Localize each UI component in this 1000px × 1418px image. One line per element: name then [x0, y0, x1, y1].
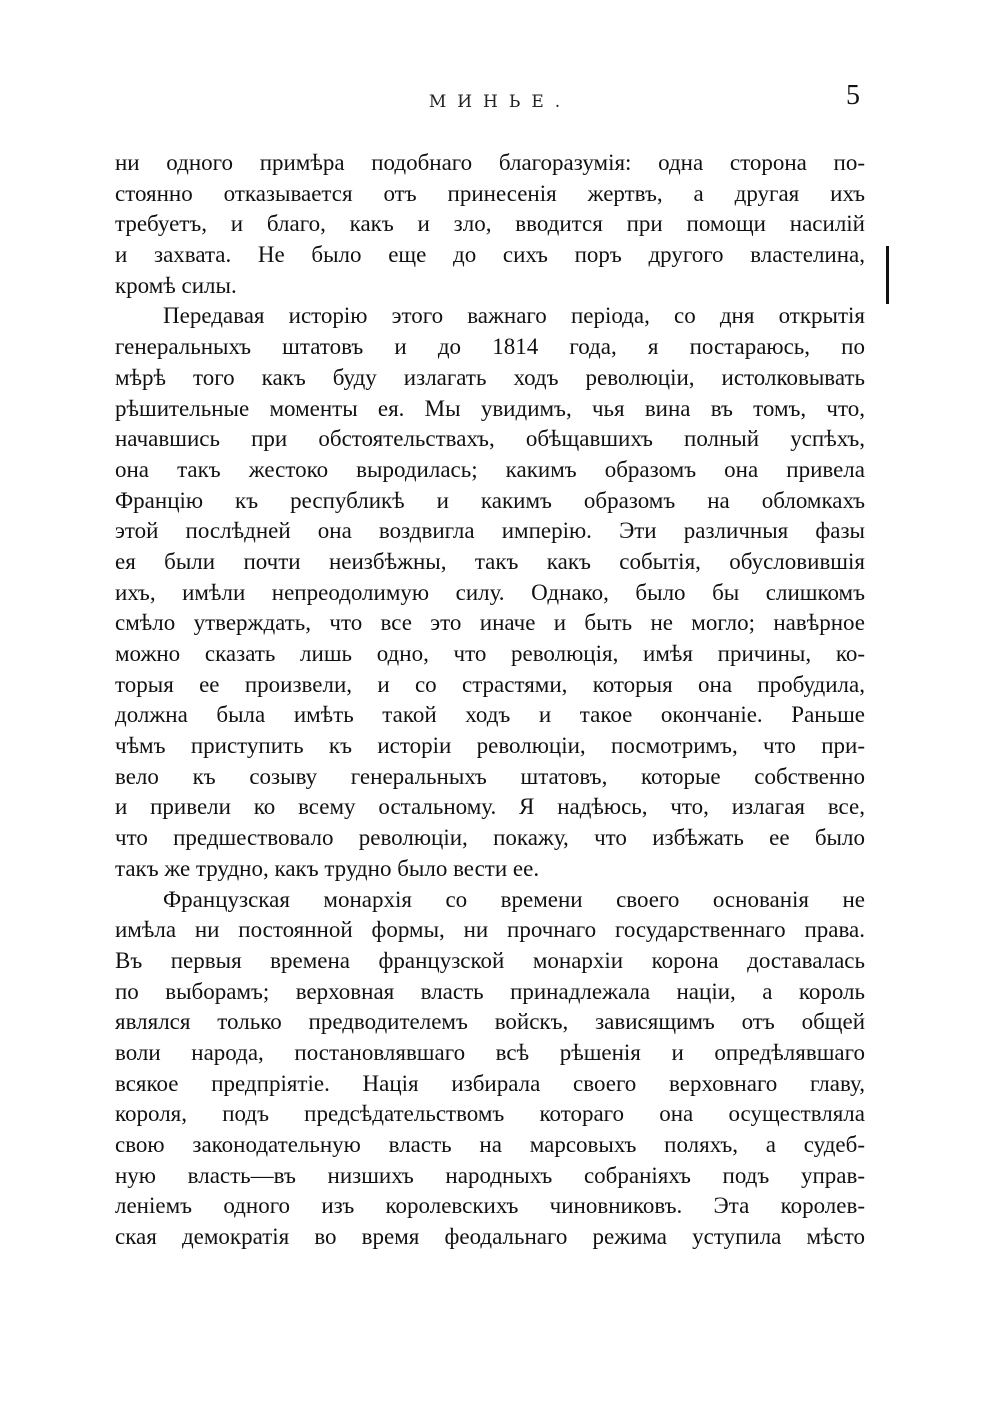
text-line: ни одного примѣра подобнаго благоразумія: одна сторона по-: [115, 150, 865, 175]
page-number: 5: [846, 80, 860, 111]
text-line: и захвата. Не было еще до сихъ поръ другого властелина,: [115, 242, 865, 268]
text-line: она такъ жестоко выродилась; какимъ образомъ она привела: [115, 456, 865, 482]
text-line: кромѣ силы.: [115, 272, 237, 298]
text-line: имѣла ни постоянной формы, ни прочнаго государственнаго права.: [115, 917, 865, 943]
text-line: Францію къ республикѣ и какимъ образомъ на обломкахъ: [115, 487, 865, 513]
text-line: должна была имѣть такой ходъ и такое окончаніе. Раньше: [115, 702, 865, 728]
text-line: Передавая исторію этого важнаго періода, со дня открытія: [163, 303, 865, 329]
text-line: генеральныхъ штатовъ и до 1814 года, я постараюсь, по: [115, 334, 865, 360]
text-line: являлся только предводителемъ войскъ, зависящимъ отъ общей: [115, 1009, 865, 1035]
text-line: начавшись при обстоятельствахъ, обѣщавшихъ полный успѣхъ,: [115, 426, 865, 452]
body-text: [115, 148, 865, 1253]
text-line: короля, подъ предсѣдательствомъ котораго она осуществляла: [115, 1101, 865, 1127]
text-line: что предшествовало революціи, покажу, что избѣжать ее было: [115, 825, 865, 851]
text-line: ную власть—въ низшихъ народныхъ собраніяхъ подъ управ-: [115, 1162, 865, 1188]
text-line: воли народа, постановлявшаго всѣ рѣшенія и опредѣлявшаго: [115, 1039, 865, 1065]
running-title: МИНЬЕ.: [428, 92, 572, 112]
text-line: Въ первыя времена французской монархіи корона доставалась: [115, 947, 865, 973]
margin-mark: [886, 246, 889, 304]
text-line: мѣрѣ того какъ буду излагать ходъ революціи, истолковывать: [115, 364, 865, 390]
text-line: рѣшительные моменты ея. Мы увидимъ, чья вина въ томъ, что,: [115, 395, 865, 421]
text-line: и привели ко всему остальному. Я надѣюсь, что, излагая все,: [115, 794, 865, 820]
text-line: этой послѣдней она воздвигла имперію. Эти различныя фазы: [115, 518, 865, 544]
text-line: по выборамъ; верховная власть принадлежала націи, а король: [115, 978, 865, 1004]
text-line: требуетъ, и благо, какъ и зло, вводится при помощи насилій: [115, 211, 865, 237]
text-line: ея были почти неизбѣжны, такъ какъ событія, обусловившія: [115, 548, 865, 574]
text-line: всякое предпріятіе. Нація избирала своего верховнаго главу,: [115, 1070, 865, 1096]
text-line: ская демократія во время феодальнаго режима уступила мѣсто: [115, 1224, 865, 1250]
text-line: вело къ созыву генеральныхъ штатовъ, которые собственно: [115, 763, 865, 789]
text-line: такъ же трудно, какъ трудно было вести ее.: [115, 855, 540, 881]
text-line: леніемъ одного изъ королевскихъ чиновниковъ. Эта королев-: [115, 1193, 865, 1219]
text-line: свою законодательную власть на марсовыхъ поляхъ, а судеб-: [115, 1132, 865, 1157]
text-line: чѣмъ приступить къ исторіи революціи, посмотримъ, что при-: [115, 733, 865, 759]
text-line: ихъ, имѣли непреодолимую силу. Однако, было бы слишкомъ: [115, 579, 865, 605]
text-line: Французская монархія со времени своего основанія не: [163, 886, 865, 912]
text-line: торыя ее произвели, и со страстями, которыя она пробудила,: [115, 671, 865, 697]
text-line: можно сказать лишь одно, что революція, имѣя причины, ко-: [115, 641, 865, 666]
text-line: стоянно отказывается отъ принесенія жертвъ, а другая ихъ: [115, 180, 865, 206]
text-line: смѣло утверждать, что все это иначе и быть не могло; навѣрное: [115, 610, 865, 636]
